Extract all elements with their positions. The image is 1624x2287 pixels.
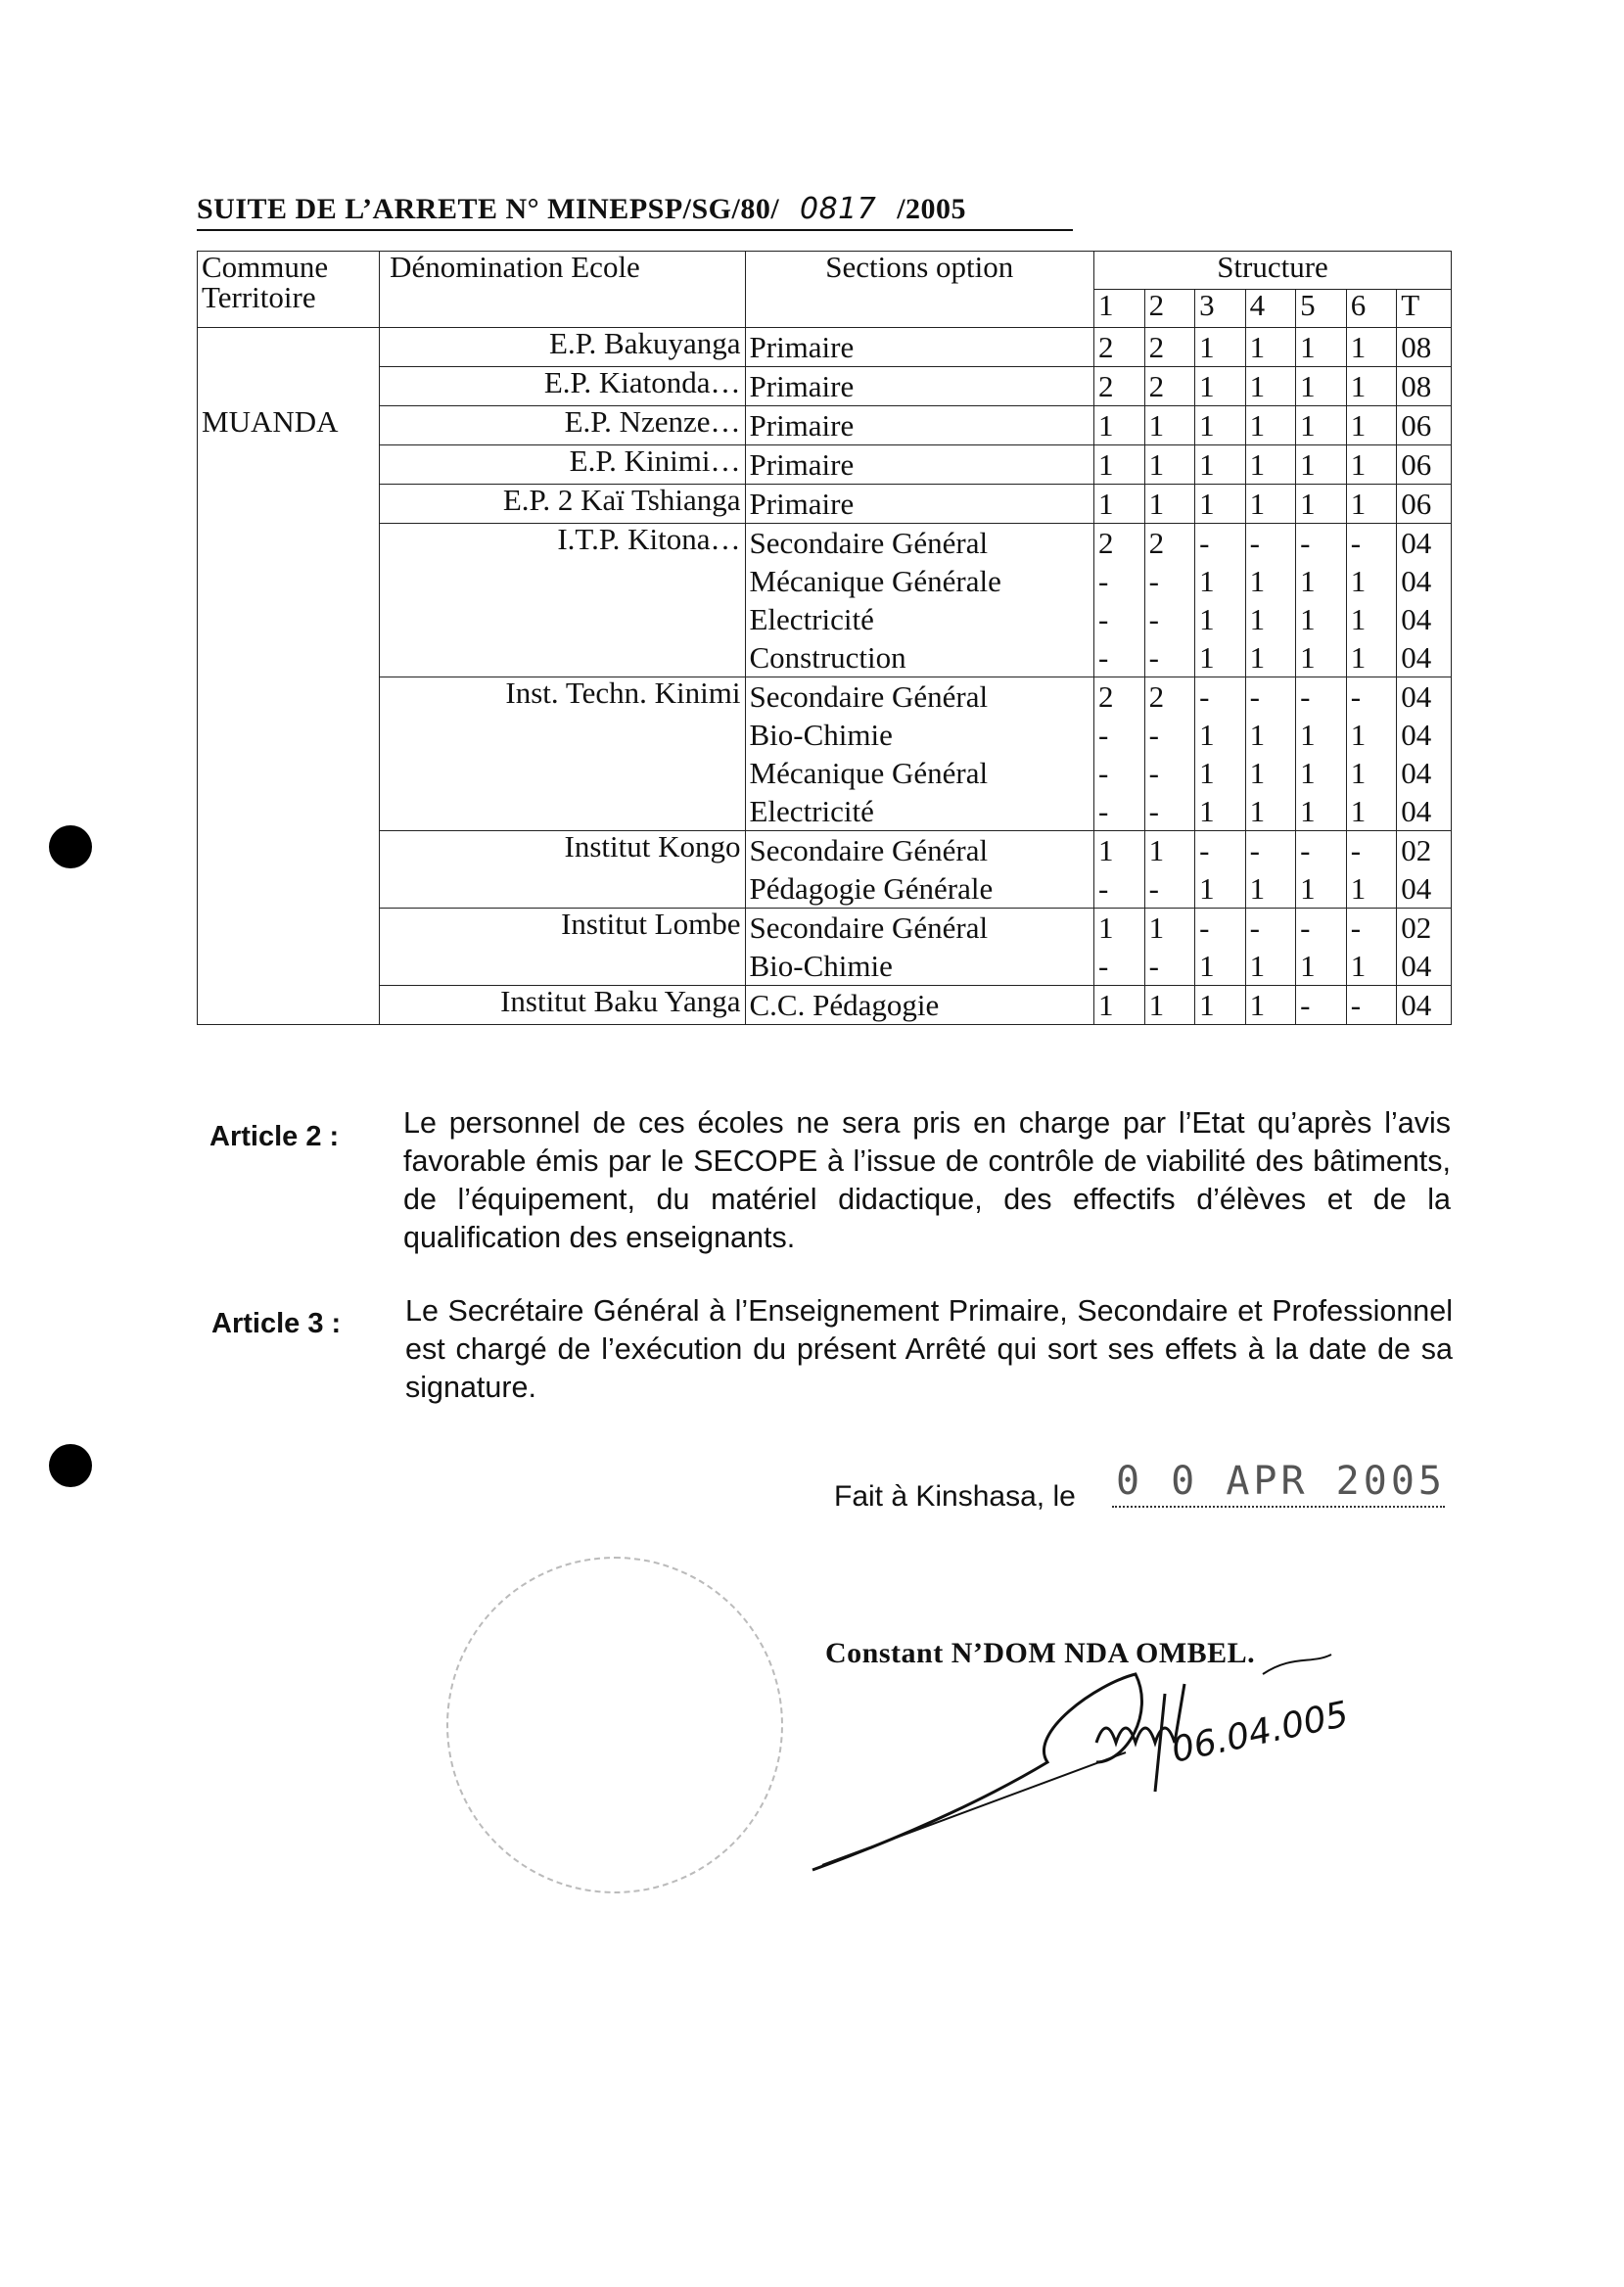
section-cell (745, 445, 1094, 485)
section-option: Primaire (749, 330, 855, 364)
structure-col-4 (1245, 677, 1296, 831)
structure-value: 1 (1098, 408, 1114, 443)
structure-col-T (1397, 367, 1452, 406)
structure-col-6 (1346, 986, 1397, 1025)
structure-value: - (1350, 833, 1362, 867)
structure-value: 1 (1249, 369, 1266, 403)
signature (803, 1645, 1390, 1880)
structure-col-5 (1296, 328, 1347, 367)
structure-value: 1 (1098, 447, 1114, 482)
heading-suffix: /2005 (897, 193, 967, 225)
section-option: Secondaire Général (749, 679, 989, 714)
structure-col-6 (1346, 677, 1397, 831)
section-option: Pédagogie Générale (749, 871, 994, 906)
heading-prefix: SUITE DE L’ARRETE N° MINEPSP/SG/80/ (197, 193, 780, 225)
structure-value: 1 (1148, 408, 1165, 443)
structure-col-3 (1195, 524, 1246, 677)
structure-value: 1 (1300, 602, 1316, 636)
header-col-6: 6 (1346, 290, 1397, 328)
school-row (198, 485, 1452, 524)
structure-col-3 (1195, 328, 1246, 367)
section-option: Primaire (749, 447, 855, 482)
signature-date: 06.04.005 (1168, 1694, 1353, 1771)
structure-value: 1 (1199, 794, 1215, 828)
school-name: Institut Lombe (380, 909, 745, 986)
structure-value: 1 (1249, 602, 1266, 636)
structure-value: 2 (1098, 330, 1114, 364)
structure-col-2 (1144, 445, 1195, 485)
structure-value: 1 (1199, 718, 1215, 752)
school-name: Institut Kongo (380, 831, 745, 909)
structure-value: 08 (1401, 330, 1432, 364)
signer-name: Constant N’DOM NDA OMBEL. (825, 1637, 1256, 1669)
structure-col-5 (1296, 909, 1347, 986)
structure-value: 04 (1401, 794, 1432, 828)
structure-value: 1 (1300, 718, 1316, 752)
structure-value: - (1249, 833, 1260, 867)
structure-value: 1 (1199, 369, 1215, 403)
header-col-2: 2 (1144, 290, 1195, 328)
structure-col-1 (1094, 367, 1145, 406)
header-sections: Sections option (745, 252, 1094, 328)
structure-value: - (1148, 949, 1159, 983)
school-row (198, 831, 1452, 909)
structure-value: 2 (1098, 679, 1114, 714)
structure-value: - (1249, 910, 1260, 945)
structure-value: 2 (1148, 369, 1165, 403)
structure-col-T (1397, 485, 1452, 524)
section-option: Construction (749, 640, 906, 675)
structure-col-T (1397, 677, 1452, 831)
structure-value: 1 (1300, 408, 1316, 443)
section-option: Secondaire Général (749, 526, 989, 560)
structure-value: 1 (1199, 564, 1215, 598)
structure-value: 1 (1148, 833, 1165, 867)
heading-underline (197, 229, 1073, 231)
structure-value: - (1148, 756, 1159, 790)
structure-value: 1 (1350, 640, 1367, 675)
structure-value: - (1350, 988, 1362, 1022)
structure-value: - (1300, 988, 1311, 1022)
structure-value: 1 (1098, 910, 1114, 945)
structure-value: - (1098, 640, 1109, 675)
structure-col-4 (1245, 328, 1296, 367)
section-option: Secondaire Général (749, 833, 989, 867)
school-name: E.P. 2 Kaï Tshianga (380, 485, 745, 524)
school-row (198, 986, 1452, 1025)
decree-number: 0817 (800, 192, 877, 226)
structure-value: 08 (1401, 369, 1432, 403)
place-date-label: Fait à Kinshasa, le (834, 1480, 1076, 1513)
structure-value: - (1300, 679, 1311, 714)
structure-col-4 (1245, 406, 1296, 445)
structure-value: - (1199, 910, 1210, 945)
header-structure: Structure (1094, 252, 1452, 290)
structure-col-2 (1144, 524, 1195, 677)
section-option: Primaire (749, 408, 855, 443)
structure-col-6 (1346, 445, 1397, 485)
structure-col-T (1397, 524, 1452, 677)
structure-col-6 (1346, 406, 1397, 445)
structure-value: 1 (1350, 949, 1367, 983)
section-cell (745, 367, 1094, 406)
structure-value: 02 (1401, 833, 1432, 867)
structure-table (197, 251, 1452, 1025)
structure-value: 1 (1098, 988, 1114, 1022)
structure-col-1 (1094, 445, 1145, 485)
structure-value: 1 (1350, 369, 1367, 403)
structure-col-4 (1245, 909, 1296, 986)
section-option: C.C. Pédagogie (749, 988, 940, 1022)
structure-value: 1 (1148, 988, 1165, 1022)
structure-value: 04 (1401, 756, 1432, 790)
section-cell (745, 677, 1094, 831)
structure-value: - (1098, 756, 1109, 790)
school-name: E.P. Kiatonda… (380, 367, 745, 406)
structure-col-2 (1144, 328, 1195, 367)
structure-value: 1 (1098, 487, 1114, 521)
structure-value: - (1300, 526, 1311, 560)
structure-value: - (1350, 526, 1362, 560)
structure-value: - (1199, 833, 1210, 867)
structure-value: 02 (1401, 910, 1432, 945)
structure-value: 1 (1300, 330, 1316, 364)
structure-col-4 (1245, 367, 1296, 406)
document-heading (197, 192, 966, 226)
structure-value: 06 (1401, 447, 1432, 482)
structure-value: 1 (1148, 447, 1165, 482)
structure-value: 1 (1249, 871, 1266, 906)
structure-value: - (1148, 564, 1159, 598)
structure-value: 06 (1401, 487, 1432, 521)
structure-value: 1 (1148, 487, 1165, 521)
structure-value: - (1098, 718, 1109, 752)
structure-value: - (1300, 833, 1311, 867)
structure-col-T (1397, 328, 1452, 367)
structure-col-5 (1296, 831, 1347, 909)
structure-col-2 (1144, 831, 1195, 909)
structure-col-4 (1245, 445, 1296, 485)
section-cell (745, 406, 1094, 445)
section-option: Bio-Chimie (749, 718, 893, 752)
structure-col-1 (1094, 524, 1145, 677)
structure-col-5 (1296, 445, 1347, 485)
structure-col-1 (1094, 986, 1145, 1025)
structure-col-1 (1094, 485, 1145, 524)
structure-value: 1 (1199, 756, 1215, 790)
structure-value: - (1148, 718, 1159, 752)
structure-value: 1 (1300, 447, 1316, 482)
structure-value: 1 (1249, 408, 1266, 443)
structure-col-6 (1346, 909, 1397, 986)
structure-col-T (1397, 986, 1452, 1025)
structure-value: - (1199, 679, 1210, 714)
structure-value: 1 (1300, 949, 1316, 983)
structure-value: 1 (1300, 487, 1316, 521)
date-stamp: 0 0 APR 2005 (1116, 1459, 1446, 1504)
structure-col-1 (1094, 831, 1145, 909)
structure-col-1 (1094, 677, 1145, 831)
school-name: E.P. Kinimi… (380, 445, 745, 485)
section-option: Electricité (749, 794, 874, 828)
section-option: Primaire (749, 487, 855, 521)
structure-value: - (1098, 949, 1109, 983)
structure-value: 1 (1300, 871, 1316, 906)
structure-value: 04 (1401, 602, 1432, 636)
section-cell (745, 986, 1094, 1025)
structure-value: 04 (1401, 564, 1432, 598)
structure-value: 1 (1249, 564, 1266, 598)
structure-col-3 (1195, 831, 1246, 909)
structure-value: 1 (1199, 487, 1215, 521)
structure-col-2 (1144, 485, 1195, 524)
date-dotted-line (1112, 1506, 1445, 1508)
structure-value: 1 (1199, 640, 1215, 675)
structure-value: 1 (1249, 447, 1266, 482)
school-row (198, 524, 1452, 677)
structure-value: - (1098, 602, 1109, 636)
header-col-5: 5 (1296, 290, 1347, 328)
punch-hole (49, 825, 92, 868)
structure-col-3 (1195, 367, 1246, 406)
structure-value: 1 (1350, 447, 1367, 482)
structure-value: 04 (1401, 718, 1432, 752)
structure-col-4 (1245, 485, 1296, 524)
structure-col-T (1397, 445, 1452, 485)
structure-value: 2 (1098, 526, 1114, 560)
structure-col-5 (1296, 677, 1347, 831)
header-denomination: Dénomination Ecole (380, 252, 745, 328)
structure-value: 1 (1300, 564, 1316, 598)
structure-col-3 (1195, 909, 1246, 986)
structure-value: 1 (1249, 794, 1266, 828)
structure-value: 1 (1249, 718, 1266, 752)
structure-col-6 (1346, 485, 1397, 524)
section-option: Bio-Chimie (749, 949, 893, 983)
structure-col-6 (1346, 367, 1397, 406)
section-cell (745, 328, 1094, 367)
structure-col-5 (1296, 406, 1347, 445)
commune-cell: MUANDA (198, 328, 380, 1025)
structure-value: 1 (1199, 949, 1215, 983)
school-row (198, 909, 1452, 986)
structure-col-2 (1144, 909, 1195, 986)
section-cell (745, 831, 1094, 909)
structure-value: 04 (1401, 640, 1432, 675)
structure-col-5 (1296, 986, 1347, 1025)
structure-value: 1 (1350, 756, 1367, 790)
structure-col-4 (1245, 831, 1296, 909)
header-col-4: 4 (1245, 290, 1296, 328)
structure-col-1 (1094, 406, 1145, 445)
structure-col-5 (1296, 524, 1347, 677)
school-name: Institut Baku Yanga (380, 986, 745, 1025)
structure-value: 1 (1249, 487, 1266, 521)
structure-col-T (1397, 909, 1452, 986)
structure-value: - (1350, 910, 1362, 945)
section-option: Primaire (749, 369, 855, 403)
structure-col-2 (1144, 986, 1195, 1025)
structure-value: - (1300, 910, 1311, 945)
school-row (198, 406, 1452, 445)
structure-value: - (1249, 526, 1260, 560)
structure-col-3 (1195, 445, 1246, 485)
structure-col-5 (1296, 485, 1347, 524)
structure-value: 06 (1401, 408, 1432, 443)
header-col-1: 1 (1094, 290, 1145, 328)
header-col-T: T (1397, 290, 1452, 328)
structure-value: - (1148, 794, 1159, 828)
structure-value: 1 (1098, 833, 1114, 867)
structure-value: - (1148, 871, 1159, 906)
header-commune: Commune Territoire (198, 252, 380, 328)
structure-value: 1 (1300, 640, 1316, 675)
structure-col-5 (1296, 367, 1347, 406)
structure-value: - (1249, 679, 1260, 714)
structure-value: 1 (1249, 949, 1266, 983)
structure-value: 1 (1249, 756, 1266, 790)
structure-value: - (1350, 679, 1362, 714)
structure-value: 1 (1350, 871, 1367, 906)
section-cell (745, 485, 1094, 524)
structure-col-6 (1346, 328, 1397, 367)
structure-value: 2 (1148, 526, 1165, 560)
structure-value: 2 (1098, 369, 1114, 403)
structure-col-2 (1144, 677, 1195, 831)
structure-col-T (1397, 831, 1452, 909)
structure-value: 1 (1199, 408, 1215, 443)
structure-value: 1 (1199, 871, 1215, 906)
structure-value: 1 (1199, 602, 1215, 636)
structure-value: 2 (1148, 679, 1165, 714)
school-name: E.P. Nzenze… (380, 406, 745, 445)
structure-value: 1 (1199, 330, 1215, 364)
structure-value: 1 (1350, 487, 1367, 521)
article-2-label: Article 2 : (209, 1121, 340, 1152)
structure-value: - (1148, 602, 1159, 636)
article-3-label: Article 3 : (211, 1308, 342, 1339)
section-option: Mécanique Général (749, 756, 989, 790)
school-row (198, 677, 1452, 831)
article-2-text: Le personnel de ces écoles ne sera pris en charge par l’Etat qu’après l’avis favorable émis par le SECOPE à l’issue de contrôle de viabilité des bâtiments, de l’équipement, du matériel didactique, des effectifs d’élèves et de la qualification des enseignants. (403, 1106, 1451, 1254)
structure-value: - (1148, 640, 1159, 675)
structure-col-T (1397, 406, 1452, 445)
structure-col-6 (1346, 831, 1397, 909)
structure-value: 1 (1350, 794, 1367, 828)
structure-col-3 (1195, 986, 1246, 1025)
structure-value: - (1199, 526, 1210, 560)
school-row (198, 367, 1452, 406)
structure-value: - (1098, 564, 1109, 598)
header-col-3: 3 (1195, 290, 1246, 328)
structure-col-4 (1245, 524, 1296, 677)
structure-value: 04 (1401, 949, 1432, 983)
school-name: Inst. Techn. Kinimi (380, 677, 745, 831)
structure-col-3 (1195, 406, 1246, 445)
section-option: Mécanique Générale (749, 564, 1001, 598)
structure-value: - (1098, 794, 1109, 828)
structure-value: 1 (1300, 369, 1316, 403)
section-option: Secondaire Général (749, 910, 989, 945)
structure-value: 1 (1350, 408, 1367, 443)
structure-value: 1 (1249, 988, 1266, 1022)
structure-value: 1 (1300, 756, 1316, 790)
school-name: I.T.P. Kitona… (380, 524, 745, 677)
structure-value: 1 (1249, 640, 1266, 675)
official-seal (446, 1557, 783, 1893)
structure-value: 04 (1401, 679, 1432, 714)
structure-value: 1 (1350, 718, 1367, 752)
section-option: Electricité (749, 602, 874, 636)
structure-value: 04 (1401, 988, 1432, 1022)
section-cell (745, 524, 1094, 677)
structure-col-3 (1195, 485, 1246, 524)
structure-value: 1 (1350, 564, 1367, 598)
structure-value: 1 (1300, 794, 1316, 828)
structure-value: 1 (1350, 330, 1367, 364)
structure-value: 1 (1199, 447, 1215, 482)
structure-value: 04 (1401, 526, 1432, 560)
school-row (198, 328, 1452, 367)
school-row (198, 445, 1452, 485)
article-3-text: Le Secrétaire Général à l’Enseignement Primaire, Secondaire et Professionnel est chargé de l’exécution du présent Arrêté qui sort ses effets à la date de sa signature. (405, 1294, 1453, 1404)
structure-value: 1 (1199, 988, 1215, 1022)
structure-col-4 (1245, 986, 1296, 1025)
punch-hole (49, 1444, 92, 1487)
structure-value: 04 (1401, 871, 1432, 906)
structure-value: 2 (1148, 330, 1165, 364)
structure-col-6 (1346, 524, 1397, 677)
school-name: E.P. Bakuyanga (380, 328, 745, 367)
structure-value: 1 (1148, 910, 1165, 945)
structure-col-1 (1094, 909, 1145, 986)
structure-col-3 (1195, 677, 1246, 831)
structure-value: 1 (1350, 602, 1367, 636)
structure-value: 1 (1249, 330, 1266, 364)
structure-value: - (1098, 871, 1109, 906)
section-cell (745, 909, 1094, 986)
structure-col-1 (1094, 328, 1145, 367)
structure-col-2 (1144, 367, 1195, 406)
structure-col-2 (1144, 406, 1195, 445)
